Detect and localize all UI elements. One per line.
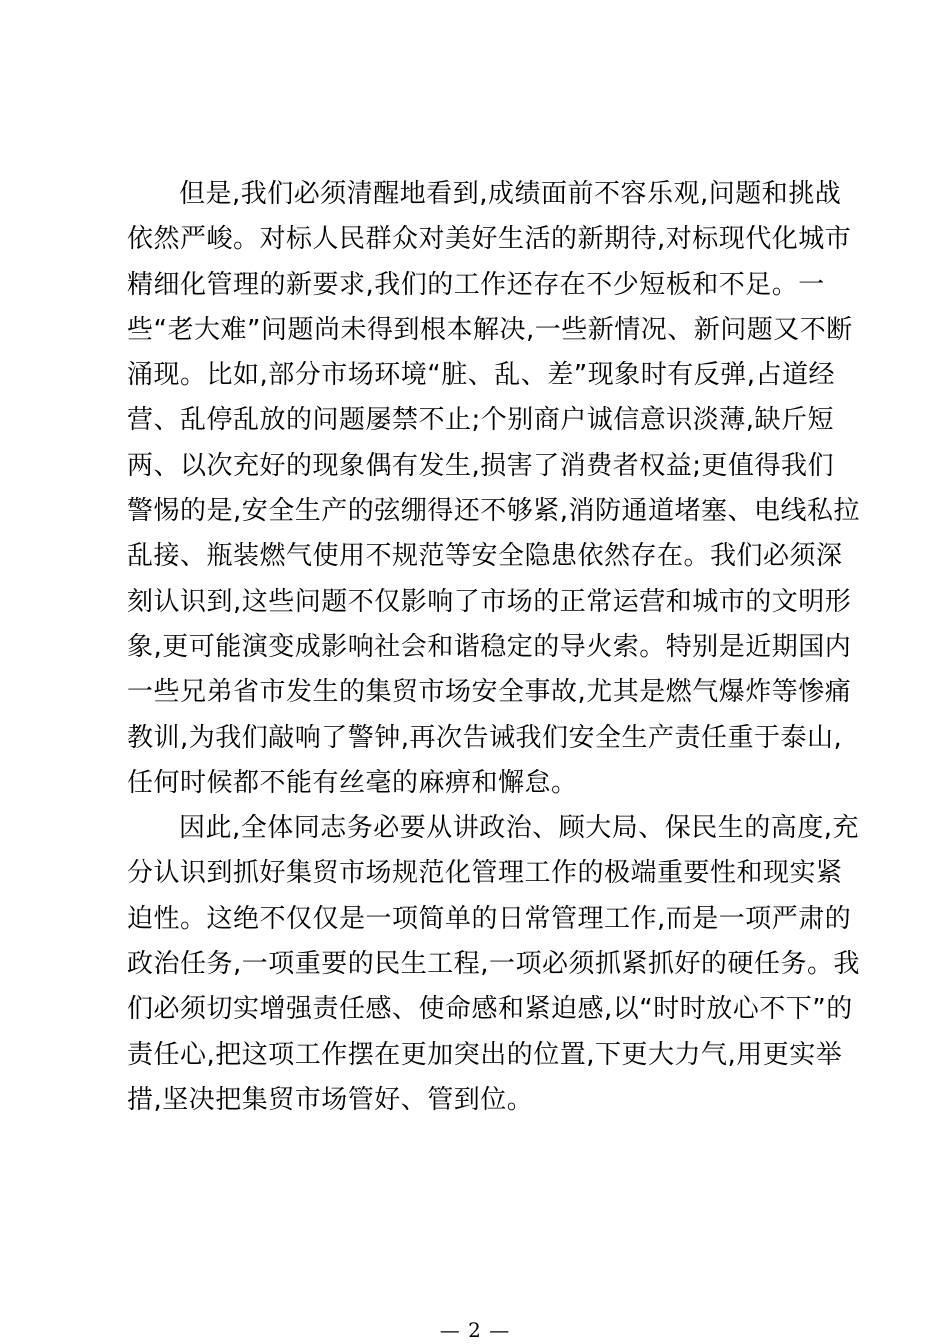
- paragraph-line: 但是,我们必须清醒地看到,成绩面前不容乐观,问题和挑战: [179, 179, 842, 209]
- page-number: — 2 —: [439, 1318, 511, 1342]
- paragraph-line: 责任心,把这项工作摆在更加突出的位置,下更大力气,用更实举: [127, 1039, 843, 1070]
- paragraph-line: 营、乱停乱放的问题屡禁不止;个别商户诚信意识淡薄,缺斤短: [127, 405, 835, 436]
- paragraph-line: 刻认识到,这些问题不仅影响了市场的正常运营和城市的文明形: [127, 586, 852, 617]
- paragraph-1: [127, 172, 861, 806]
- paragraph-line: 们必须切实增强责任感、使命感和紧迫感,以“时时放心不下”的: [127, 994, 853, 1025]
- paragraph-line: 乱接、瓶装燃气使用不规范等安全隐患依然存在。我们必须深: [127, 541, 843, 572]
- paragraph-line: 精细化管理的新要求,我们的工作还存在不少短板和不足。一: [127, 269, 825, 300]
- paragraph-line: 象,更可能演变成影响社会和谐稳定的导火索。特别是近期国内: [127, 631, 852, 662]
- paragraph-line: 一些兄弟省市发生的集贸市场安全事故,尤其是燃气爆炸等惨痛: [127, 677, 852, 708]
- paragraph-line: 任何时候都不能有丝毫的麻痹和懈怠。: [127, 767, 578, 798]
- paragraph-line: 迫性。这绝不仅仅是一项简单的日常管理工作,而是一项严肃的: [127, 903, 852, 934]
- paragraph-line: 涌现。比如,部分市场环境“脏、乱、差”现象时有反弹,占道经: [127, 360, 835, 391]
- paragraph-line: 因此,全体同志务必要从讲政治、顾大局、保民生的高度,充: [179, 813, 860, 844]
- paragraph-line: 措,坚决把集贸市场管好、管到位。: [127, 1084, 534, 1115]
- paragraph-line: 依然严峻。对标人民群众对美好生活的新期待,对标现代化城市: [127, 224, 852, 255]
- paragraph-line: 些“老大难”问题尚未得到根本解决,一些新情况、新问题又不断: [127, 314, 853, 345]
- paragraph-line: 警惕的是,安全生产的弦绷得还不够紧,消防通道堵塞、电线私拉: [127, 496, 861, 527]
- paragraph-line: 教训,为我们敲响了警钟,再次告诫我们安全生产责任重于泰山,: [127, 722, 843, 753]
- paragraph-line: 分认识到抓好集贸市场规范化管理工作的极端重要性和现实紧: [127, 858, 843, 889]
- paragraph-line: 两、以次充好的现象偶有发生,损害了消费者权益;更值得我们: [127, 450, 835, 481]
- paragraph-2: [127, 806, 861, 1123]
- document-body: [127, 172, 861, 1123]
- paragraph-line: 政治任务,一项重要的民生工程,一项必须抓紧抓好的硬任务。我: [127, 949, 861, 980]
